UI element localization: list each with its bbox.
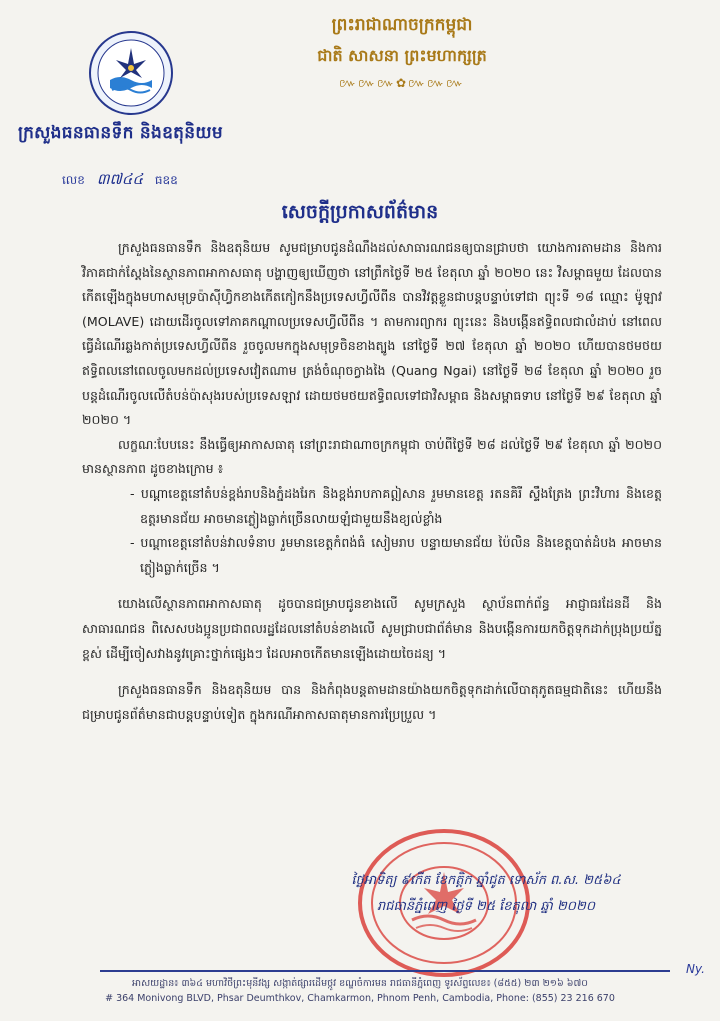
paragraph-impact-intro: លក្ខណៈបែបនេះ នឹងធ្វើឲ្យអាកាសធាតុ នៅព្រះរាជាណាចក្រកម្ពុជា ចាប់ពីថ្ងៃទី ២៨ ដល់ថ្ងៃទី ២៩ ខែតុលា ឆ្នាំ ២០២០ មានស្ថានភាព ដូចខាងក្រោម ៖: [82, 436, 662, 477]
ref-suffix: ធឧឧ: [154, 173, 178, 187]
place-and-date: រាជធានីភ្នំពេញ ថ្ងៃទី ២៥ ខែតុលា ឆ្នាំ ២០២០: [376, 899, 596, 914]
footer-address-english: # 364 Monivong BLVD, Phsar Deumthkov, Chamkarmon, Phnom Penh, Cambodia, Phone: (855) 23 216 670: [105, 993, 615, 1004]
paragraph-storm-description: ក្រសួងធនធានទឹក និងឧតុនិយម សូមជម្រាបជូនដំណឹងដល់សាធារណជនឲ្យបានជ្រាបថា យោងការតាមដាន និងការវិភាគជាក់ស្តែងនៃស្ថានភាពអាកាសធាតុ បង្ហាញឲ្យឃើញថា នៅព្រឹកថ្ងៃទី ២៥ ខែតុលា ឆ្នាំ ២០២០ នេះ វិសម្ពាធមួយ ដែលបានកើតឡើងក្នុងមហាសមុទ្រប៉ាស៊ីហ្វិកខាងកើតកៀកនឹងប្រទេសហ្វីលីពីន បានវិវត្តខ្លួនជាបន្តបន្ទាប់ទៅជា ព្យុះទី ១៨ ឈ្មោះ ម៉ូឡាវ (MOLAVE) ដោយដើរចូលទៅភាគកណ្តាលប្រទេសហ្វីលីពីន ។ តាមការព្យាករ ព្យុះនេះ និងបង្កើនឥទ្ធិពលជាលំដាប់ នៅពេលធ្វើដំណើរឆ្លងកាត់ប្រទេសហ្វីលីពីន រួចចូលមកក្នុងសមុទ្រចិនខាងត្បូង នៅថ្ងៃទី ២៧ ខែតុលា ឆ្នាំ ២០២០ ហើយបានថមថយឥទ្ធិពលនៅពេលចូលមកដល់ប្រទេសវៀតណាម ត្រង់ចំណុចក្វាងងៃ (Quang Ngai) នៅថ្ងៃទី ២៨ ខែតុលា ឆ្នាំ ២០២០ រួចបន្តដំណើរចូលលើតំបន់ប៉ាសុងរបស់ប្រទេសឡាវ ដោយថមថយឥទ្ធិពលទៅជាវិសម្ពាធ និងសម្ពាធទាប នៅថ្ងៃទី ២៩ ខែតុលា ឆ្នាំ ២០២០ ។: [82, 240, 662, 428]
ref-prefix: លេខ: [62, 173, 85, 187]
paragraph-monitoring: ក្រសួងធនធានទឹក និងឧតុនិយម បាន និងកំពុងបន្តតាមដានយ៉ាងយកចិត្តទុកដាក់លើបាតុភូតធម្មជាតិនេះ ហើយនឹងជម្រាបជូនព័ត៌មានជាបន្តបន្ទាប់ទៀត ក្នុងករណីអាកាសធាតុមានការប្រែប្រួល ។: [82, 682, 662, 722]
national-motto: ជាតិ សាសនា ព្រះមហាក្សត្រ: [317, 46, 487, 65]
reference-number: [62, 170, 262, 192]
impact-list: [82, 482, 662, 580]
ref-number: ៣៧៤៤: [96, 170, 144, 188]
ministry-logo: [88, 30, 174, 116]
footer-address: [0, 976, 720, 1006]
list-item: - បណ្តាខេត្តនៅតំបន់ខ្ពង់រាបនិងភ្នំដងរែក និងខ្ពង់រាបភាគឦសាន រួមមានខេត្ត រតនគិរី ស្ទឹងត្រែង ព្រះវិហារ និងខេត្តឧត្តរមានជ័យ អាចមានភ្លៀងធ្លាក់ច្រើនលាយឡំជាមួយនឹងខ្យល់ខ្លាំង: [130, 485, 662, 526]
paragraph-advisory: យោងលើស្ថានភាពអាកាសធាតុ ដូចបានជម្រាបជូនខាងលើ សូមក្រសួង ស្ថាប័នពាក់ព័ន្ធ អាជ្ញាធរដែនដី និងសាធារណជន ពិសេសបងប្អូនប្រជាពលរដ្ឋដែលនៅតំបន់ខាងលើ សូមជ្រាបជាព័ត៌មាន និងបង្កើនការយកចិត្តទុកដាក់ប្រុងប្រយ័ត្នខ្ពស់ ដើម្បីចៀសវាងនូវគ្រោះថ្នាក់ផ្សេងៗ ដែលអាចកើតមានឡើងដោយចៃដន្យ ។: [82, 596, 662, 661]
document-title: សេចក្តីប្រកាសព័ត៌មាន: [281, 201, 439, 223]
ministry-name: ក្រសួងធនធានទឹក និងឧតុនិយម: [18, 123, 223, 143]
kingdom-header: [242, 14, 562, 93]
list-item: - បណ្តាខេត្តនៅតំបន់វាលទំនាប រួមមានខេត្តកំពង់ធំ សៀមរាប បន្ទាយមានជ័យ ប៉ៃលិន និងខេត្តបាត់ដំបង អាចមានភ្លៀងធ្លាក់ច្រើន ។: [130, 535, 662, 575]
header-ornament: ៚៚៚✿៚៚៚: [338, 76, 465, 90]
signature-date-block: [296, 868, 676, 920]
footer-address-khmer: អាសយដ្ឋាន៖ ៣៦៤ មហាវិថីព្រះមុនីវង្ស សង្កាត់ផ្សារដើមថ្កូវ ខណ្ឌចំការមន រាជធានីភ្នំពេញ ទូរស័ព្ទលេខ៖ (៨៥៥) ២៣ ២១៦ ៦៧០: [132, 978, 588, 989]
document-body: [82, 236, 662, 727]
lunar-date: ថ្ងៃអាទិត្យ ៩កើត ខែកត្តិក ឆ្នាំជូត ទោស័ក ព.ស. ២៥៦៤: [351, 873, 621, 888]
author-initials: Ny.: [686, 962, 705, 976]
kingdom-name: ព្រះរាជាណាចក្រកម្ពុជា: [331, 15, 473, 35]
footer-divider: [100, 970, 670, 972]
